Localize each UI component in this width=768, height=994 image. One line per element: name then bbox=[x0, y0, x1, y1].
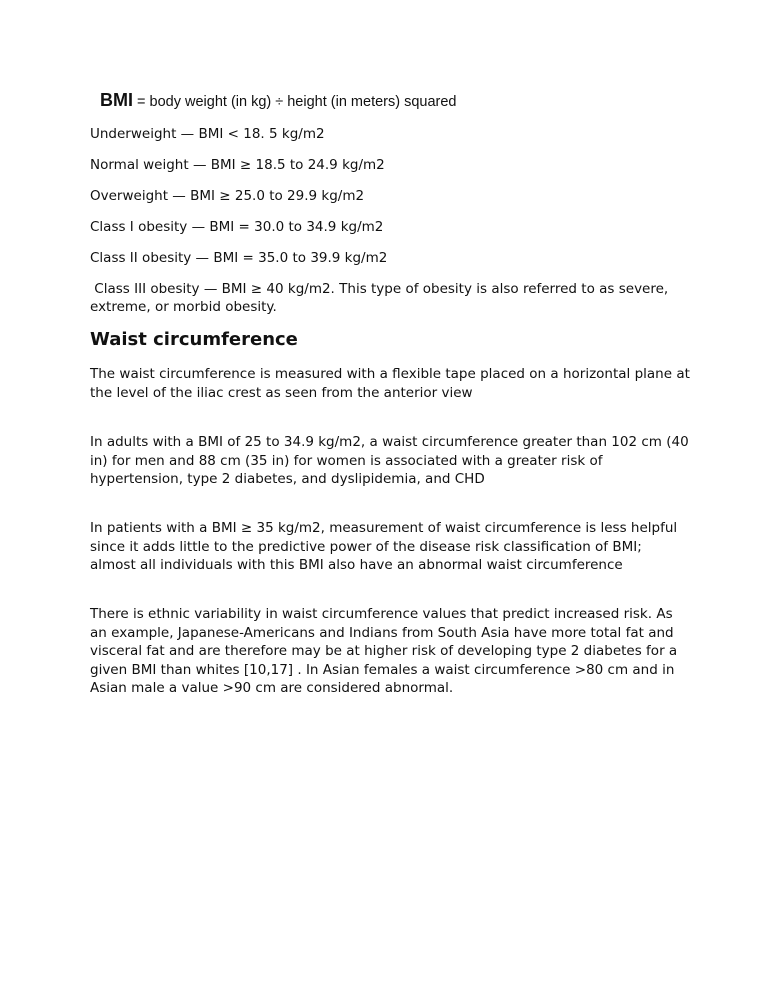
classification-class-i-obesity: Class I obesity — BMI = 30.0 to 34.9 kg/m2 bbox=[90, 219, 384, 235]
paragraph-risk-thresholds: In adults with a BMI of 25 to 34.9 kg/m2, a waist circumference greater than 102 cm (40 in) for men and 88 cm (35 in) for women is associated with a greater risk of hypertension, type 2 diabetes, and dyslipidemia, and CHD bbox=[90, 434, 689, 487]
classification-class-iii-obesity: Class III obesity — BMI ≥ 40 kg/m2. This type of obesity is also referred to as severe, extreme, or morbid obesity. bbox=[90, 281, 673, 315]
paragraph-ethnic-variability: There is ethnic variability in waist circumference values that predict increased risk. As an example, Japanese-Americans and Indians from South Asia have more total fat and visceral fat and are therefore may be at higher risk of developing type 2 diabetes for a given BMI than whites [10,17] . In Asian females a waist circumference >80 cm and in Asian male a value >90 cm are considered abnormal. bbox=[90, 606, 678, 696]
classification-class-ii-obesity: Class II obesity — BMI = 35.0 to 39.9 kg/m2 bbox=[90, 250, 388, 266]
bmi-term: BMI bbox=[100, 90, 133, 110]
classification-normal-weight: Normal weight — BMI ≥ 18.5 to 24.9 kg/m2 bbox=[90, 157, 385, 173]
bmi-definition: = body weight (in kg) ÷ height (in meters) squared bbox=[137, 94, 457, 110]
paragraph-high-bmi: In patients with a BMI ≥ 35 kg/m2, measurement of waist circumference is less helpful since it adds little to the predictive power of the disease risk classification of BMI; almost all individuals with this BMI also have an abnormal waist circumference bbox=[90, 520, 678, 573]
classification-overweight: Overweight — BMI ≥ 25.0 to 29.9 kg/m2 bbox=[90, 188, 365, 204]
section-heading: Waist circumference bbox=[90, 329, 298, 350]
bmi-formula bbox=[100, 90, 457, 112]
classification-underweight: Underweight — BMI < 18. 5 kg/m2 bbox=[90, 126, 325, 142]
paragraph-measurement: The waist circumference is measured with a flexible tape placed on a horizontal plane at the level of the iliac crest as seen from the anterior view bbox=[90, 366, 690, 401]
